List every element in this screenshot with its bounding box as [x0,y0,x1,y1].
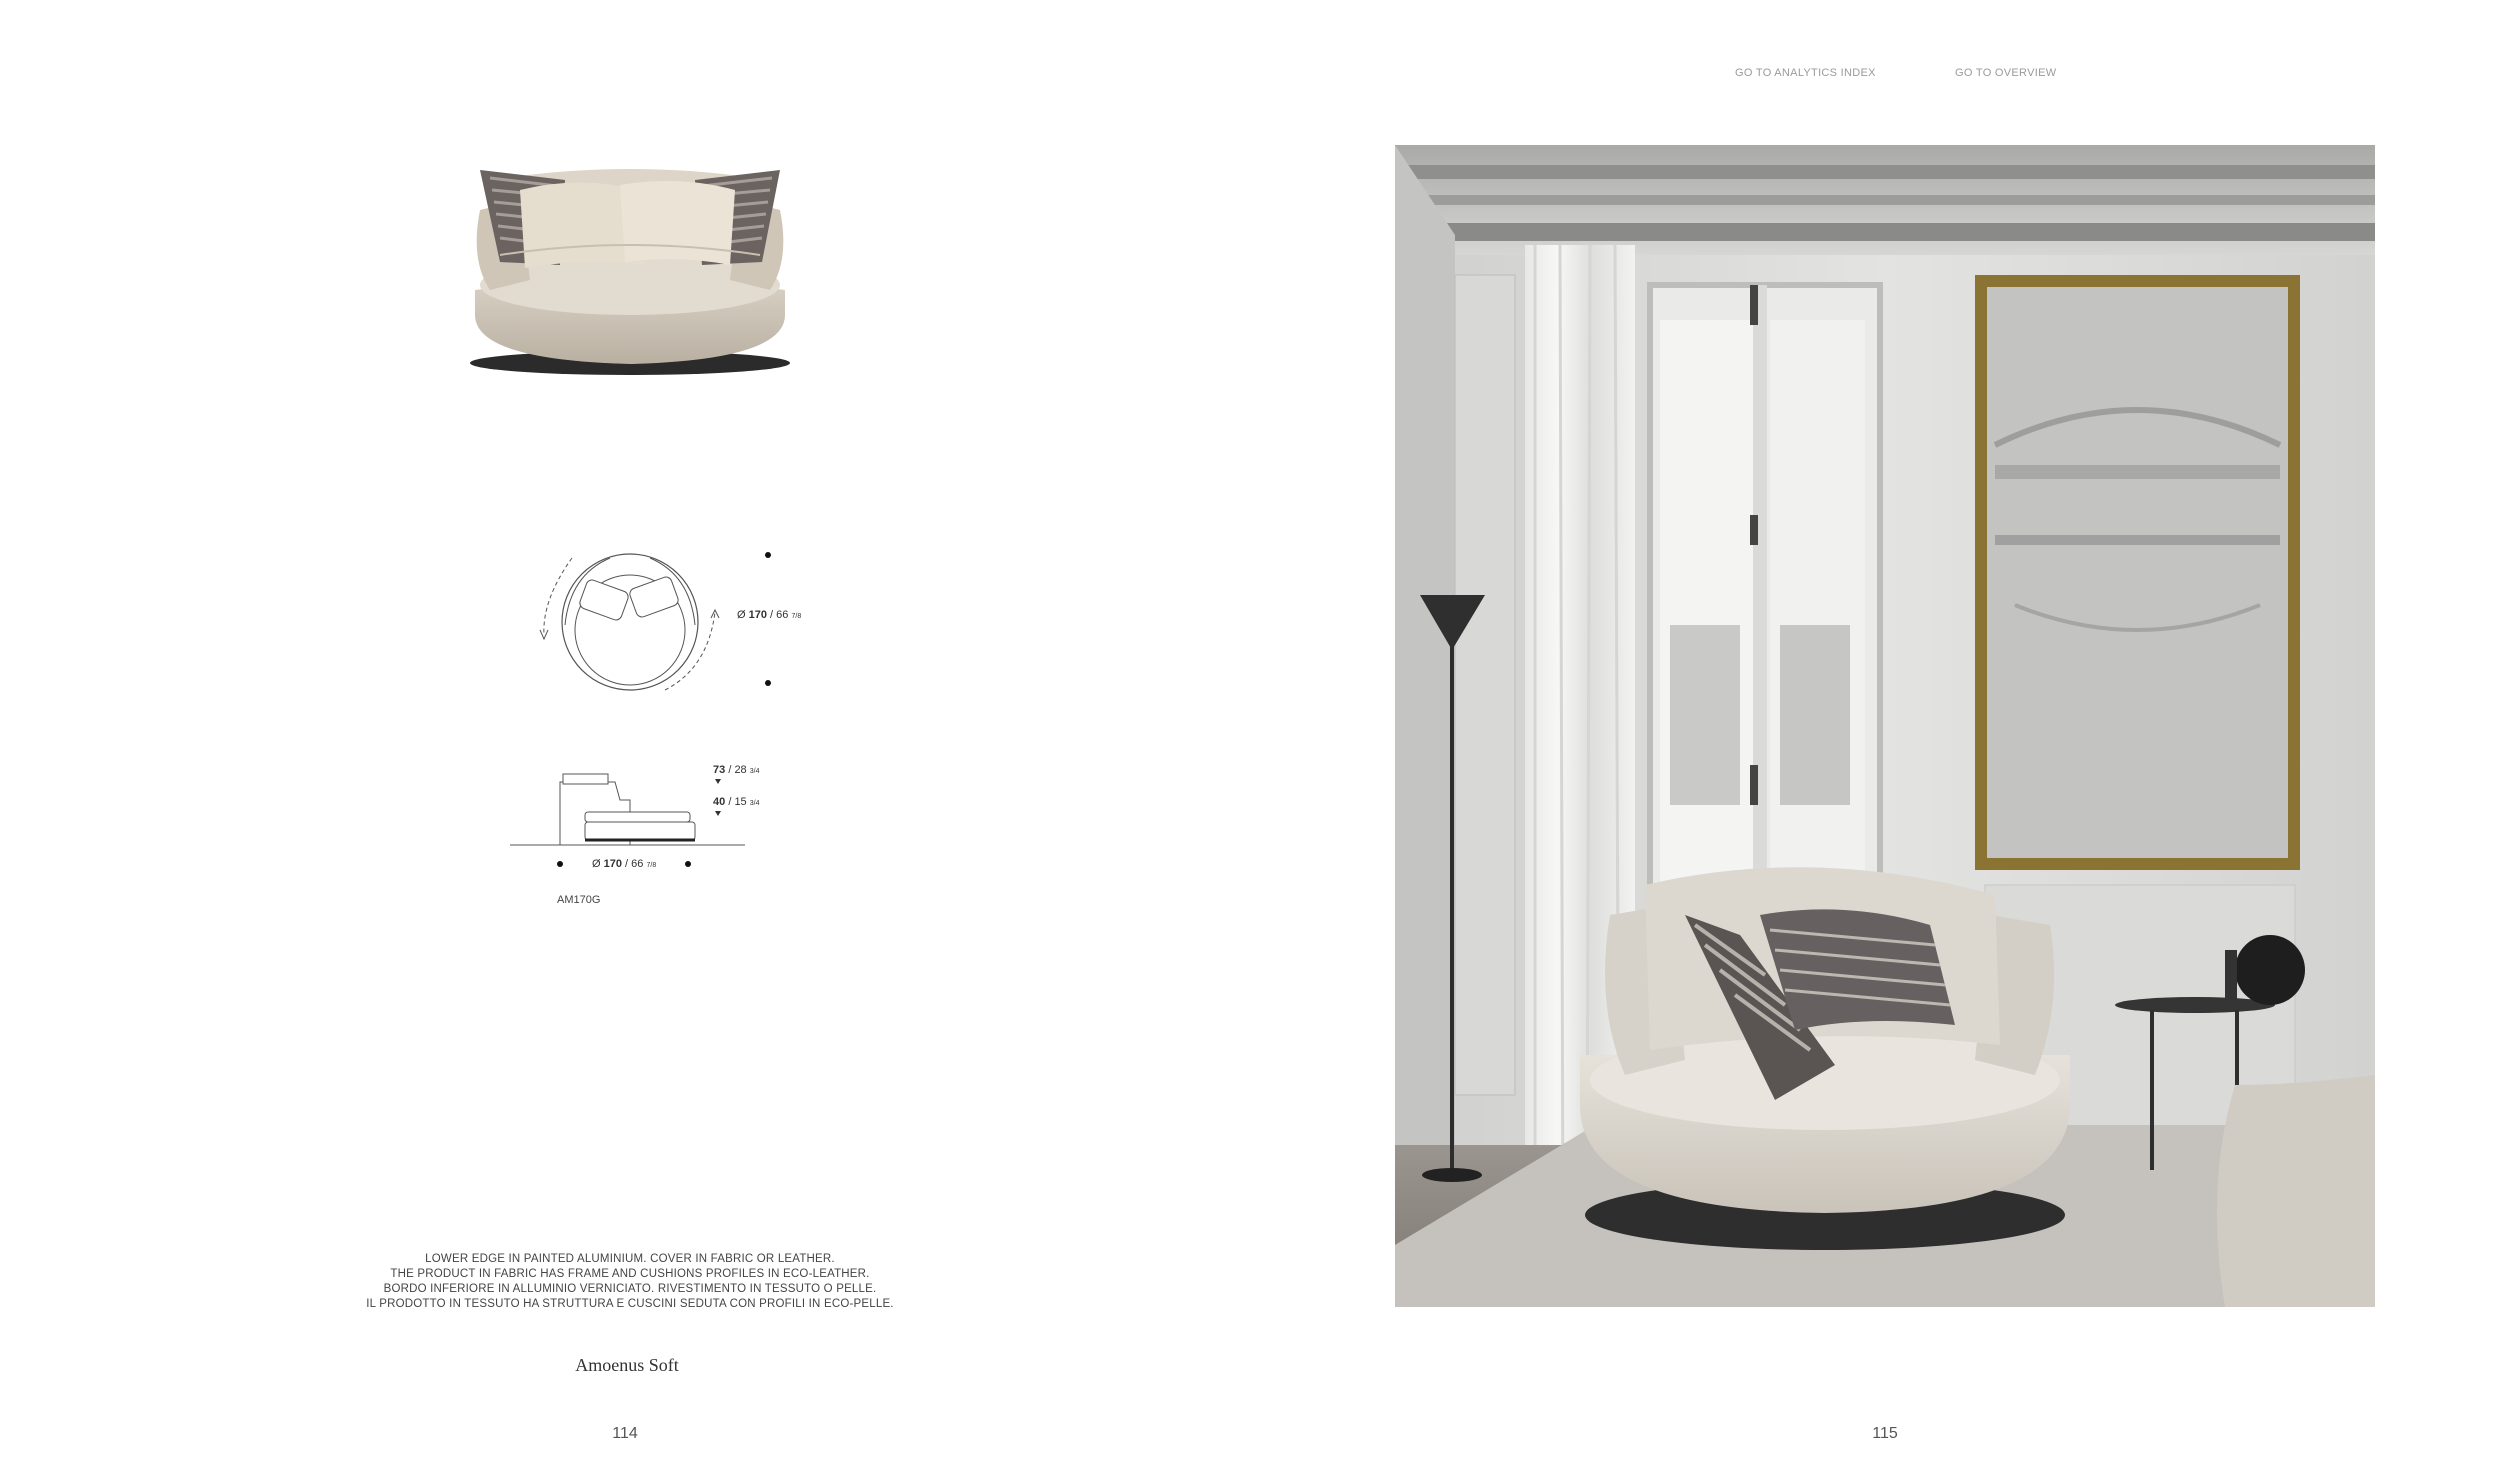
analytics-index-link[interactable]: GO TO ANALYTICS INDEX [1735,67,1876,79]
side-diameter-label: Ø 170 / 66 7/8 [592,858,657,870]
plan-diameter-label: Ø 170 / 66 7/8 [737,609,802,621]
product-description [330,1252,930,1312]
product-title: Amoenus Soft [575,1355,679,1375]
dimension-dot [685,861,691,867]
description-line: IL PRODOTTO IN TESSUTO HA STRUTTURA E CUSCINI SEDUTA CON PROFILI IN ECO-PELLE. [366,1298,894,1310]
side-height-label: 73 / 28 3/4 [713,764,760,776]
height-arrow-icon [715,779,721,784]
description-line: LOWER EDGE IN PAINTED ALUMINIUM. COVER IN FABRIC OR LEATHER. [425,1253,835,1265]
plan-view-drawing [530,540,730,710]
interior-photo [1395,145,2375,1307]
dimension-dot [765,552,771,558]
overview-link[interactable]: GO TO OVERVIEW [1955,67,2057,79]
seat-height-label: 40 / 15 3/4 [713,796,760,808]
product-code: AM170G [557,894,601,906]
description-line: THE PRODUCT IN FABRIC HAS FRAME AND CUSHIONS PROFILES IN ECO-LEATHER. [390,1268,870,1280]
height-arrow-icon [715,811,721,816]
page-number-right: 115 [1872,1425,1898,1442]
dimension-dot [765,680,771,686]
page-number-left: 114 [612,1425,638,1442]
product-photo [440,150,820,390]
description-line: BORDO INFERIORE IN ALLUMINIO VERNICIATO. RIVESTIMENTO IN TESSUTO O PELLE. [383,1283,877,1295]
dimension-dot [557,861,563,867]
